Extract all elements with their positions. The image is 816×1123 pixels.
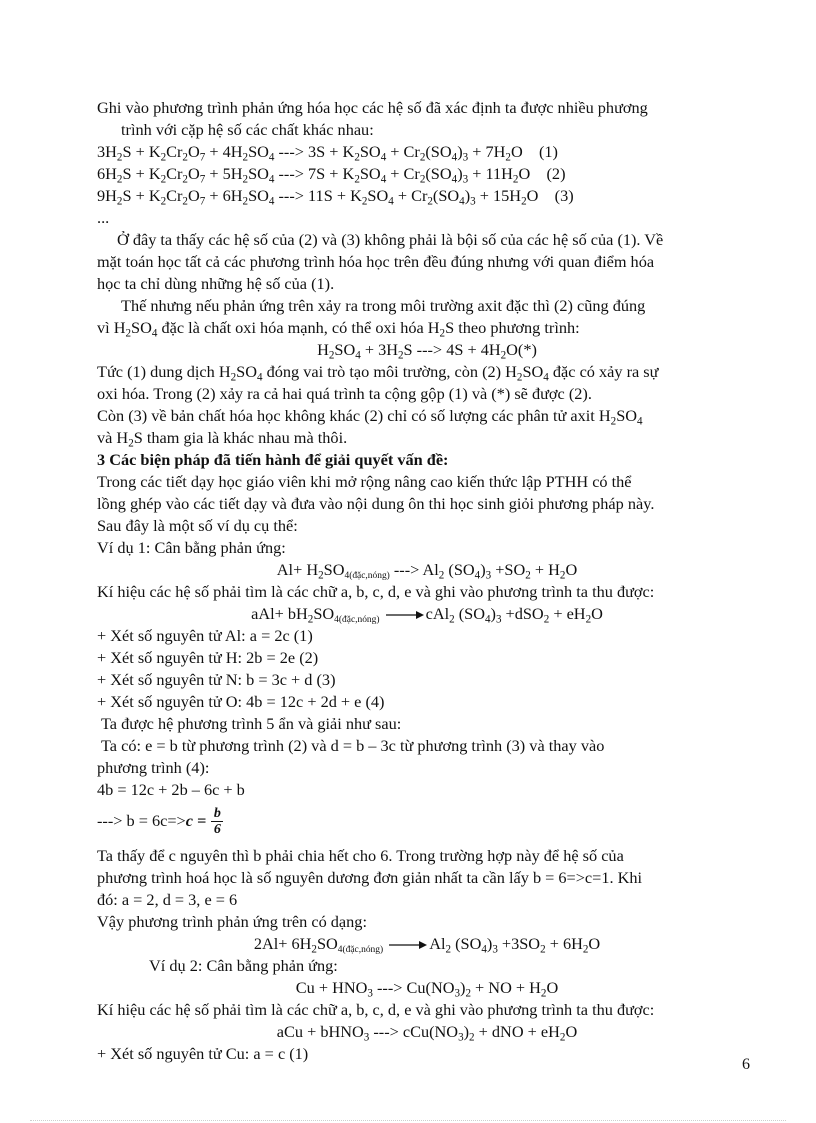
balance-h: + Xét số nguyên tử H: 2b = 2e (2)	[97, 648, 319, 667]
fraction-denominator: 6	[213, 821, 221, 837]
paragraph-line: Kí hiệu các hệ số phải tìm là các chữ a, b, c, d, e và ghi vào phương trình ta thu được:	[97, 582, 655, 601]
paragraph-line: Ghi vào phương trình phản ứng hóa học các hệ số đã xác định ta được nhiều phương	[97, 98, 648, 117]
paragraph-line: trình với cặp hệ số các chất khác nhau:	[121, 120, 374, 139]
ellipsis: ...	[97, 208, 110, 227]
balance-al: + Xét số nguyên tử Al: a = 2c (1)	[97, 626, 313, 645]
paragraph-line: phương trình (4):	[97, 758, 210, 777]
example-1-reaction: $Al+ H_2SO_{4(đặc,nóng)}$ ---> $Al_2$ $(SO_4)_3 +SO_2 + H_2O$	[276, 560, 578, 582]
balance-n: + Xét số nguyên tử N: b = 3c + d (3)	[97, 670, 336, 689]
equation-3: $9H_2S + K_2Cr_2O_7 + 6H_2SO_4$ ---> $11S + K_2SO_4 + Cr_2(SO_4)_3 + 15H_2O$ (3)	[97, 186, 574, 208]
fraction	[211, 807, 223, 836]
paragraph-line: và $H_2S$ tham gia là khác nhau mà thôi.	[97, 428, 348, 450]
paragraph-line: oxi hóa. Trong (2) xảy ra cả hai quá trình ta cộng gộp (1) và (*) sẽ được (2).	[97, 384, 592, 403]
paragraph-line: lồng ghép vào các tiết dạy và đưa vào nội dung ôn thi học sinh giỏi phương pháp này.	[97, 494, 655, 513]
paragraph-line: vì $H_2SO_4$ đặc là chất oxi hóa mạnh, có thể oxi hóa $H_2S$ theo phương trình:	[97, 318, 580, 340]
paragraph-line: Tức (1) dung dịch $H_2SO_4$ đóng vai trò tạo môi trường, còn (2) $H_2SO_4$ đặc có xảy ra sự	[97, 362, 659, 384]
fraction-variable: c	[185, 811, 193, 830]
example-2-title: Ví dụ 2: Cân bằng phản ứng:	[149, 956, 338, 975]
equation-2: $6H_2S + K_2Cr_2O_7 + 5H_2SO_4$ ---> $7S + K_2SO_4 + Cr_2(SO_4)_3 + 11H_2O$ (2)	[97, 164, 566, 186]
page-number: 6	[742, 1056, 750, 1073]
example-1-final-reaction: $2Al+ 6H_2SO_{4(đặc,nóng)}$ $Al_2$ $(SO_4)_3 +3SO_2 + 6H_2O$	[253, 934, 601, 956]
equation-1: $3H_2S + K_2Cr_2O_7 + 4H_2SO_4$ ---> $3S + K_2SO_4 + Cr_2(SO_4)_3 + 7H_2O$ (1)	[97, 142, 558, 164]
balance-o: + Xét số nguyên tử O: 4b = 12c + 2d + e (4)	[97, 692, 385, 711]
reaction-arrow-icon	[386, 610, 424, 620]
equation-label: (2)	[546, 164, 566, 183]
example-1-coeff-reaction: $aAl+ bH_2SO_{4(đặc,nóng)}$ cAl$_2$ $(SO_4)_3 +dSO_2 + eH_2O$	[251, 604, 603, 626]
fraction-line: ---> b = 6c=> c = $\frac{b}{6}$	[97, 801, 757, 841]
equation-label: (1)	[538, 142, 558, 161]
paragraph-line: Sau đây là một số ví dụ cụ thể:	[97, 516, 298, 535]
equation-label: (3)	[554, 186, 574, 205]
equation-star: $H_2SO_4 + 3H_2S$ ---> $4S + 4H_2O(*)$	[317, 340, 537, 362]
paragraph-line: Còn (3) về bản chất hóa học không khác (2) chỉ có số lượng các phân tử axit $H_2SO_4$	[97, 406, 643, 428]
reaction-arrow-icon	[389, 940, 427, 950]
paragraph-line: phương trình hoá học là số nguyên dương đơn giản nhất ta cần lấy b = 6=>c=1. Khi	[97, 868, 643, 887]
paragraph-line: học ta chỉ dùng những hệ số của (1).	[97, 274, 335, 293]
paragraph-line: mặt toán học tất cả các phương trình hóa học trên đều đúng nhưng với quan điểm hóa	[97, 252, 655, 271]
paragraph-line: đó: a = 2, d = 3, e = 6	[97, 890, 238, 909]
paragraph-line: Thế nhưng nếu phản ứng trên xảy ra trong môi trường axit đặc thì (2) cũng đúng	[121, 296, 646, 315]
balance-cu: + Xét số nguyên tử Cu: a = c (1)	[97, 1044, 309, 1063]
document-body	[97, 97, 757, 1065]
paragraph-line: Ta có: e = b từ phương trình (2) và d = b – 3c từ phương trình (3) và thay vào	[101, 736, 605, 755]
paragraph-line: Vậy phương trình phản ứng trên có dạng:	[97, 912, 367, 931]
example-1-title: Ví dụ 1: Cân bằng phản ứng:	[97, 538, 286, 557]
paragraph-line: Ở đây ta thấy các hệ số của (2) và (3) không phải là bội số của các hệ số của (1). Về	[117, 230, 664, 249]
footer-divider	[30, 1120, 786, 1121]
example-2-coeff-reaction: aCu + bHNO$_3$ ---> $cCu(NO_3)_2$ + dNO + $eH_2O$	[276, 1022, 578, 1044]
paragraph-line: Ta thấy để c nguyên thì b phải chia hết cho 6. Trong trường hợp này để hệ số của	[97, 846, 624, 865]
paragraph-line: Kí hiệu các hệ số phải tìm là các chữ a, b, c, d, e và ghi vào phương trình ta thu được:	[97, 1000, 655, 1019]
example-2-reaction: $Cu + HNO_3$ ---> $Cu(NO_3)_2$ + NO + $H_2O$	[295, 978, 559, 1000]
paragraph-line: 4b = 12c + 2b – 6c + b	[97, 780, 245, 799]
section-heading: 3 Các biện pháp đã tiến hành để giải quyết vấn đề:	[97, 450, 449, 469]
solve-prefix: ---> b = 6c=>	[97, 811, 186, 830]
fraction-numerator: b	[213, 805, 221, 821]
paragraph-line: Ta được hệ phương trình 5 ẩn và giải như sau:	[101, 714, 402, 733]
paragraph-line: Trong các tiết dạy học giáo viên khi mở rộng nâng cao kiến thức lập PTHH có thể	[97, 472, 632, 491]
